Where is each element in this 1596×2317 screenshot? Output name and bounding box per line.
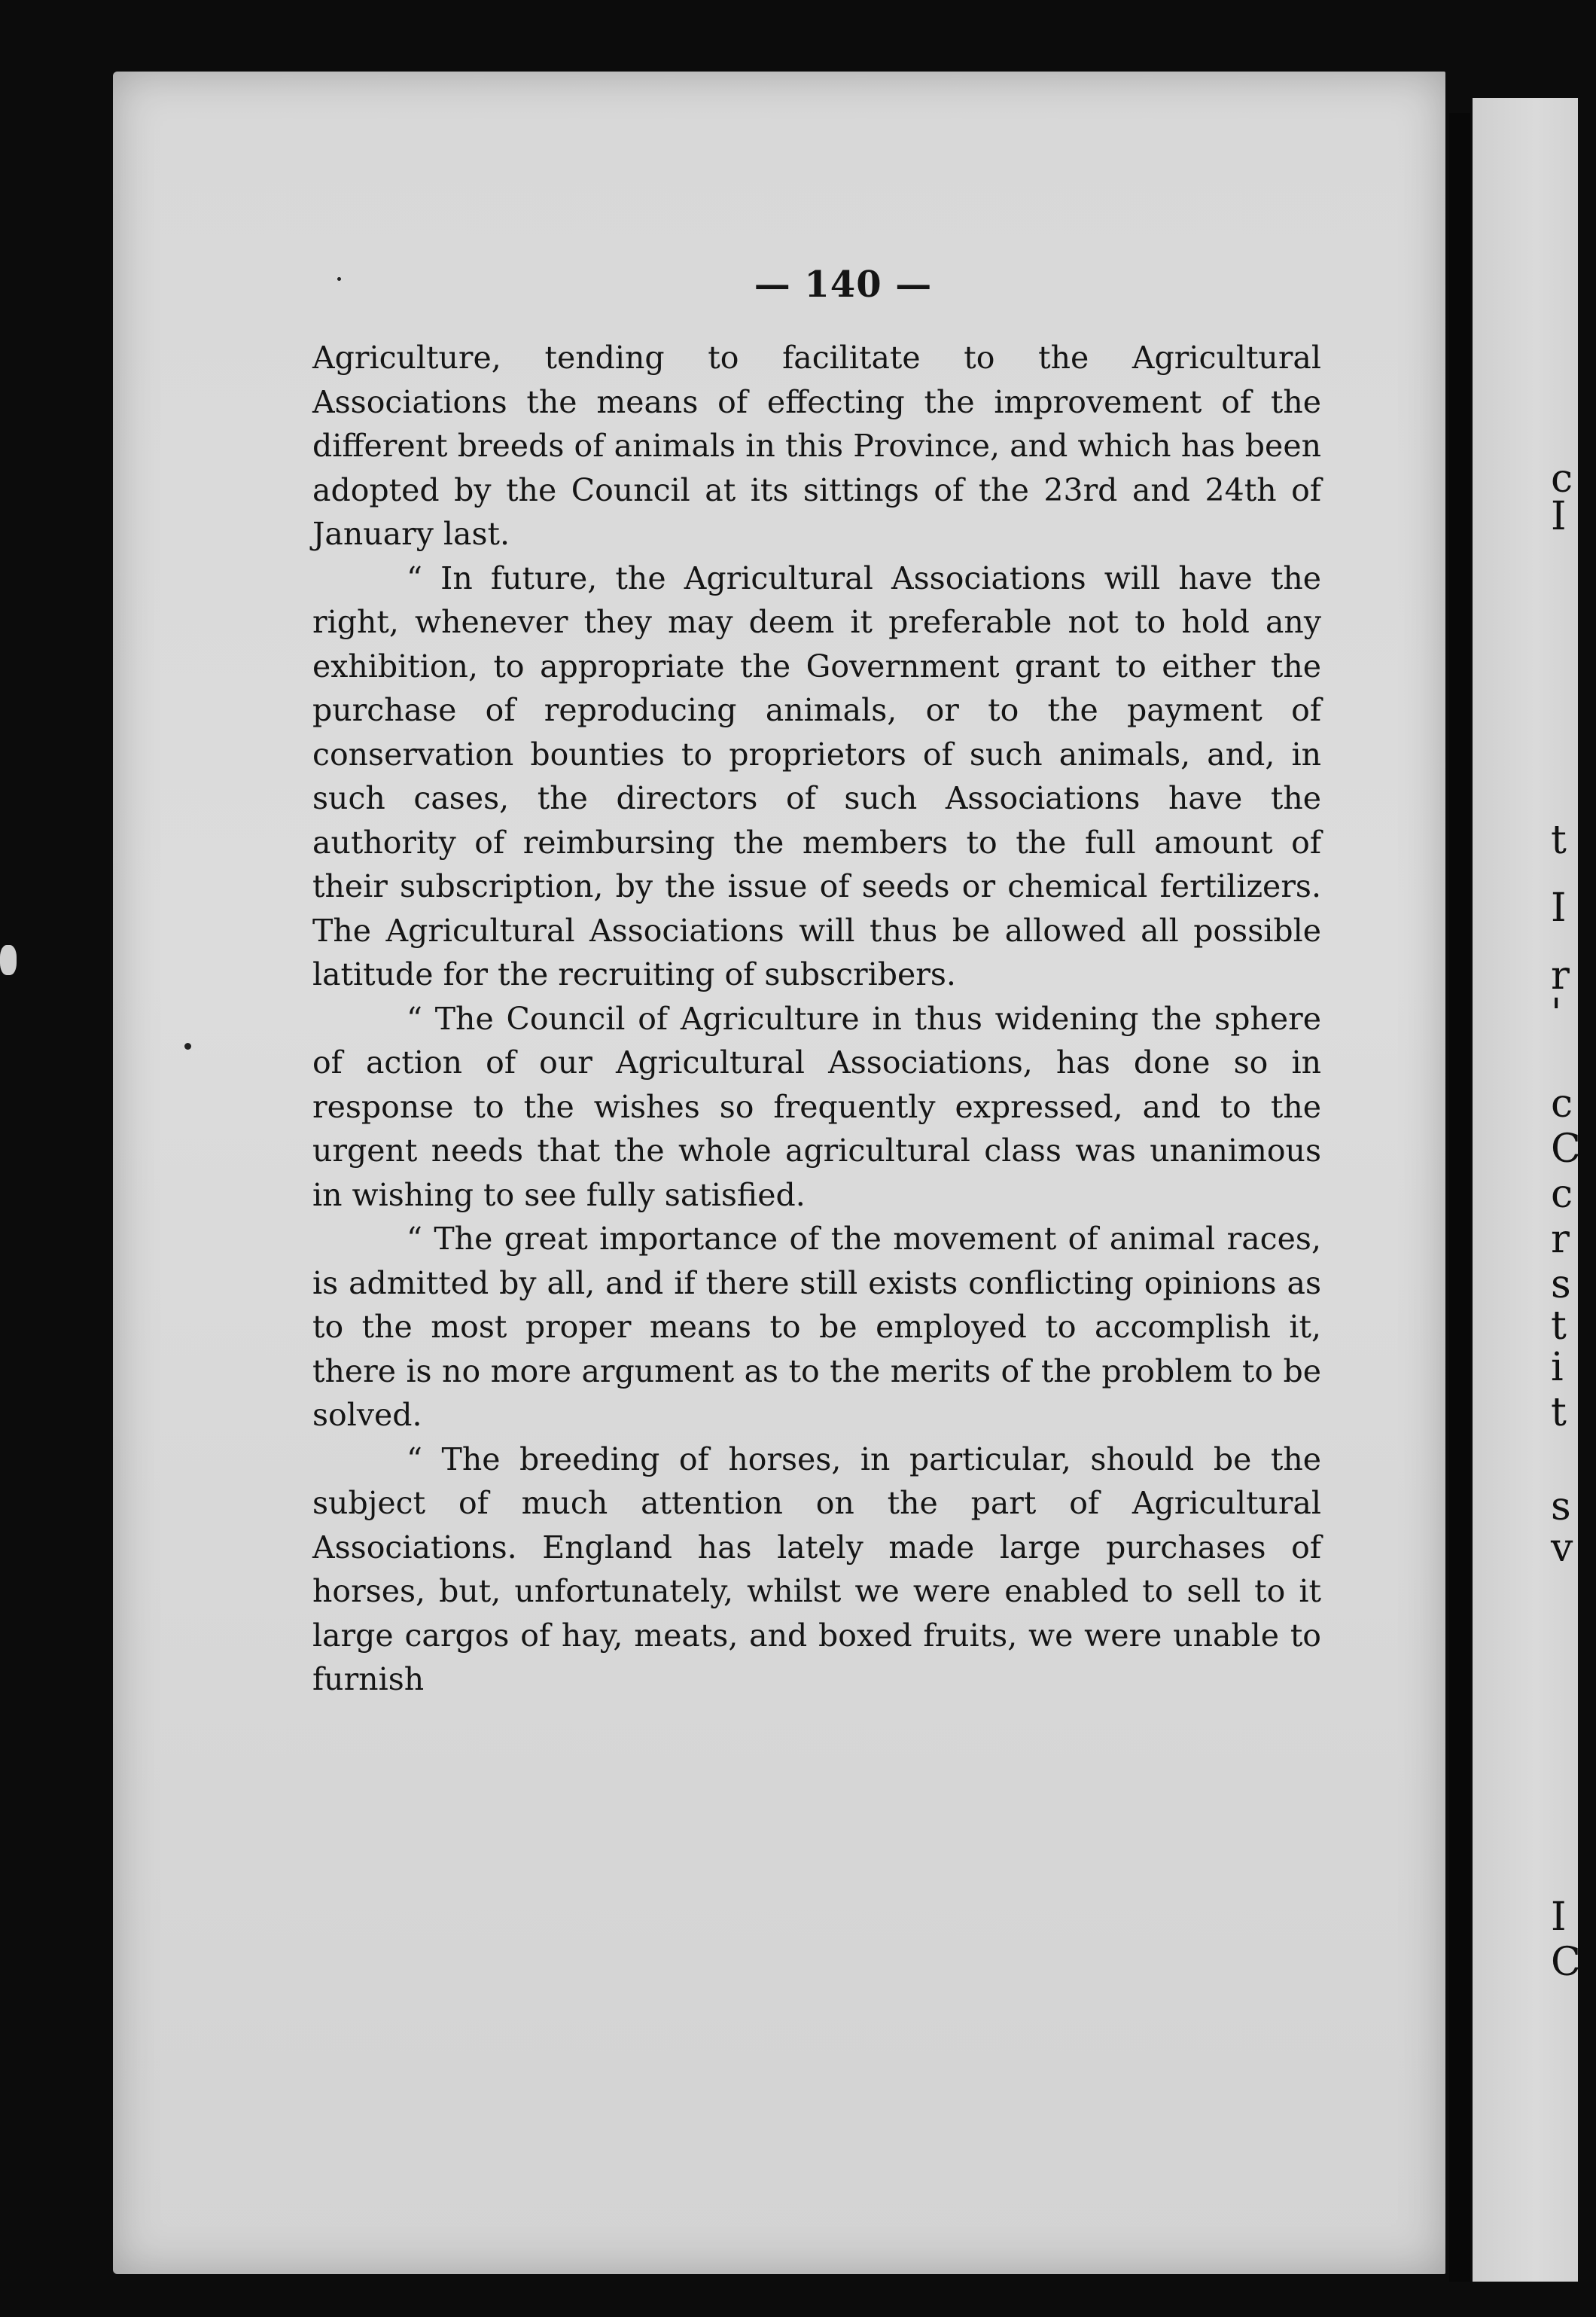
scan-speck xyxy=(184,1043,191,1050)
facing-page-text-fragments xyxy=(1551,0,1596,2317)
facing-fragment: s xyxy=(1551,1484,1571,1529)
facing-fragment: C xyxy=(1551,1940,1581,1985)
facing-fragment: v xyxy=(1551,1526,1573,1571)
facing-fragment: s xyxy=(1551,1262,1571,1307)
paragraph: “ The great importance of the movement of animal races, is admitted by all, and if there still exists conflicting opinions as to the most proper means to be employed to accomplish it, there is no more argument as to the merits of the problem to be solved. xyxy=(312,1221,1321,1433)
facing-fragment: t xyxy=(1551,1390,1567,1435)
facing-fragment: c xyxy=(1551,1172,1573,1217)
paragraph: “ The Council of Agriculture in thus widening the sphere of action of our Agricultural Associations, has done so in response to the wishes so frequently expressed, and to the urgent needs that the whole agricultural class was unanimous in wishing to see fully satisfied. xyxy=(312,1000,1321,1213)
facing-fragment: i xyxy=(1551,1345,1564,1390)
scan-blemish xyxy=(0,945,17,975)
page-text xyxy=(312,264,1321,1702)
facing-fragment: I xyxy=(1551,1895,1567,1940)
facing-fragment: t xyxy=(1551,1303,1567,1349)
facing-fragment: I xyxy=(1551,886,1567,931)
facing-fragment: ' xyxy=(1551,991,1562,1036)
facing-fragment: r xyxy=(1551,1217,1570,1262)
facing-fragment: I xyxy=(1551,494,1567,539)
paragraph: “ In future, the Agricultural Associations will have the right, whenever they may deem it preferable not to hold any exhibition, to appropriate the Government grant to either the purchase of reproducing animals, or to the payment of conservation bounties to proprietors of such animals, and, in such cases, the directors of such Associations have the authority of reimbursing the members to the full amount of their subscription, by the issue of seeds or chemical fertilizers. The Agricultural Associations will thus be allowed all possible latitude for the recruiting of subscribers. xyxy=(312,559,1321,992)
facing-fragment: r xyxy=(1551,953,1570,998)
facing-fragment: c xyxy=(1551,1081,1573,1126)
paragraph: “ The breeding of horses, in particular, should be the subject of much attention on the part of Agricultural Associations. England has lately made large purchases of horses, but, unfortunately, whilst we were enabled to sell to it large cargos of hay, meats, and boxed fruits, we were unable to furnish xyxy=(312,1441,1321,1697)
facing-fragment: c xyxy=(1551,456,1573,502)
page-gutter-line xyxy=(1449,113,1470,2282)
page-number: — 140 — xyxy=(754,264,933,306)
facing-fragment: C xyxy=(1551,1126,1581,1172)
paragraph: Agriculture, tending to facilitate to the Agricultural Associations the means of effecting the improvement of the different breeds of animals in this Province, and which has been adopted by the Council at its sittings of the 23rd and 24th of January last. xyxy=(312,340,1321,552)
facing-fragment: t xyxy=(1551,818,1567,863)
